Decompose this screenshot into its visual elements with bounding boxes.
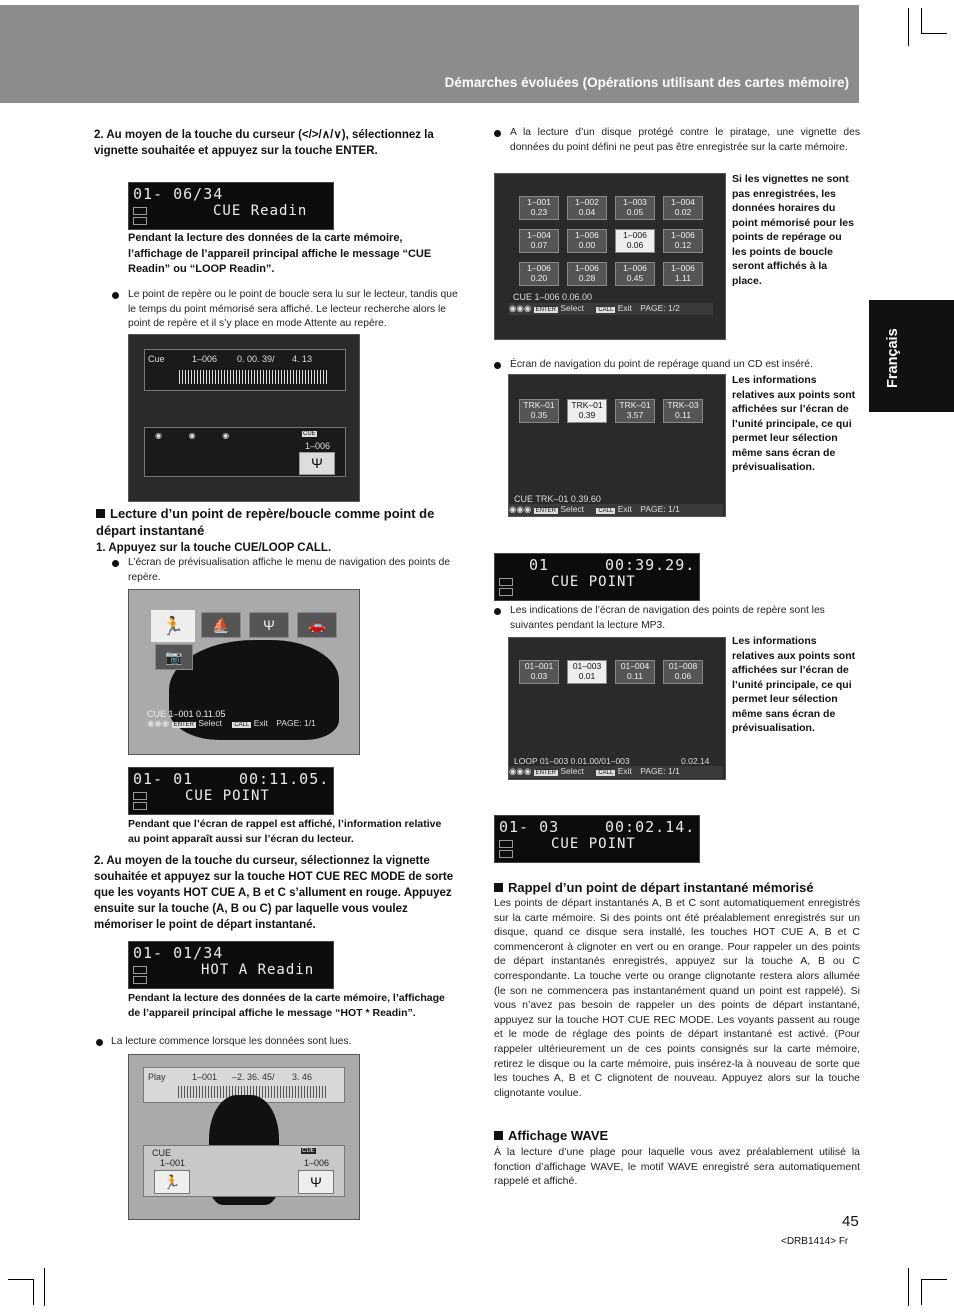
nav-thumbnail[interactable] bbox=[519, 196, 559, 220]
thumbnail-id: 1–004 bbox=[527, 230, 551, 240]
enter-badge: ENTER bbox=[535, 508, 556, 514]
crop-mark bbox=[44, 1268, 45, 1306]
nav-thumbnail[interactable] bbox=[519, 229, 559, 253]
display-message: HOT A Readin bbox=[201, 962, 315, 978]
enter-badge: ENTER bbox=[535, 770, 556, 776]
hot-cue-panel bbox=[143, 1145, 345, 1197]
thumbnail-grid bbox=[509, 638, 725, 698]
section-square-icon bbox=[494, 883, 503, 892]
preview-screen-thumbnails bbox=[494, 173, 726, 340]
nav-thumbnail[interactable] bbox=[615, 399, 655, 423]
time-label: –2. 36. 45/ bbox=[232, 1072, 275, 1082]
nav-status-end: 0.02.14 bbox=[681, 756, 710, 766]
hot-cue-icons: ◉ ◉ ◉ bbox=[155, 431, 230, 440]
display-segments: 01- 06/34 bbox=[133, 185, 224, 203]
page-label: PAGE: 1/2 bbox=[640, 303, 680, 313]
remain-label: 4. 13 bbox=[292, 354, 313, 364]
thumb-camera-icon: 📷 bbox=[155, 644, 193, 670]
display-segments: 01- 01/34 bbox=[133, 944, 224, 962]
nav-button-bar: ◉◉◉ ENTER Select CALL Exit PAGE: 1/1 bbox=[509, 504, 723, 516]
caption-no-thumbnails: Si les vignettes ne sont pas enregistrées, les données horaires du point mémorisé pour les points de repérage ou les points de boucle seront affichés à la place. bbox=[732, 173, 854, 287]
call-badge: CALL bbox=[598, 307, 614, 313]
language-tab bbox=[869, 300, 954, 412]
thumbnail-grid bbox=[509, 375, 725, 435]
select-label: Select bbox=[560, 766, 584, 776]
step-2-hot-cue-rec: 2. Au moyen de la touche du curseur, sélectionnez la vignette souhaitée et appuyez sur la touche HOT CUE REC MODE de sorte que les voyants HOT CUE A, B et C s’allument en rouge. Appuyez ensuite sur la touche (A, B ou C) par laquelle vous voulez mémoriser le point de départ instantané. bbox=[94, 855, 454, 931]
thumbnail-id: 1–006 bbox=[671, 263, 695, 273]
header-title: Démarches évoluées (Opérations utilisant des cartes mémoire) bbox=[444, 75, 849, 90]
nav-status: LOOP 01–003 0.01.00/01–003 bbox=[514, 756, 630, 766]
document-code: <DRB1414> Fr bbox=[781, 1236, 849, 1247]
call-badge: CALL bbox=[598, 508, 614, 514]
preview-screen-cd bbox=[508, 374, 726, 517]
nav-thumbnail[interactable] bbox=[663, 660, 703, 684]
nav-thumbnail[interactable] bbox=[519, 399, 559, 423]
thumbnail-id: 1–006 bbox=[527, 263, 551, 273]
display-segments: 01- 01 bbox=[133, 770, 194, 788]
call-badge: CALL bbox=[234, 722, 250, 728]
section-cue-instant-start bbox=[96, 505, 466, 539]
section-square-icon bbox=[96, 509, 105, 518]
section-wave-display bbox=[494, 1127, 864, 1144]
nav-thumbnail[interactable] bbox=[567, 399, 607, 423]
thumbnail-id: 1–001 bbox=[527, 197, 551, 207]
section-square-icon bbox=[494, 1131, 503, 1140]
bullet-playback-start: La lecture commence lorsque les données sont lues. bbox=[111, 1036, 352, 1047]
enter-badge: ENTER bbox=[173, 722, 194, 728]
nav-button-bar: ◉◉◉ ENTER Select CALL Exit PAGE: 1/2 bbox=[509, 303, 713, 315]
step-2-select-thumbnail: 2. Au moyen de la touche du curseur (</>/∧/∨), sélectionnez la vignette souhaitée et appuyez sur la touche ENTER. bbox=[94, 129, 434, 157]
hot-cue-panel bbox=[144, 427, 346, 477]
thumbnail-id: TRK–01 bbox=[619, 400, 651, 410]
language-tab-label: Français bbox=[885, 328, 901, 388]
nav-status: CUE 1–006 0.06.00 bbox=[513, 292, 593, 302]
bullet-preview-menu: L’écran de prévisualisation affiche le menu de navigation des points de repère. bbox=[128, 557, 451, 583]
thumbnail-id: 1–006 bbox=[575, 230, 599, 240]
preview-screen-mp3 bbox=[508, 637, 726, 780]
thumbnail-time: 0.07 bbox=[530, 240, 548, 250]
nav-button-bar: ◉◉◉ ENTER Select CALL Exit PAGE: 1/1 bbox=[147, 718, 316, 728]
note-readin: Pendant la lecture des données de la carte mémoire, l’affichage de l’appareil principal affiche le message “CUE Readin” ou “LOOP Readin”. bbox=[128, 232, 432, 275]
display-mode-icons bbox=[133, 966, 155, 984]
nav-thumbnail[interactable] bbox=[615, 196, 655, 220]
page-label: PAGE: 1/1 bbox=[276, 718, 316, 728]
step-1-cue-loop-call: 1. Appuyez sur la touche CUE/LOOP CALL. bbox=[96, 542, 332, 554]
bullet-mp3-nav: Les indications de l’écran de navigation des points de repère sont les suivantes pendant la lecture MP3. bbox=[510, 605, 825, 631]
thumbnail-time: 0.20 bbox=[530, 273, 548, 283]
player-display-hot-a bbox=[128, 941, 334, 989]
thumbnail-grid bbox=[495, 174, 725, 294]
display-time: 00:11.05. bbox=[239, 770, 330, 788]
bullet-icon bbox=[112, 560, 119, 567]
waveform-panel bbox=[144, 349, 346, 391]
section-hot-cue-recall bbox=[494, 879, 864, 896]
crop-mark bbox=[908, 8, 909, 46]
thumbnail-time: 0.01 bbox=[578, 671, 596, 681]
cue-badge: CUE bbox=[303, 431, 316, 437]
thumbnail-id: 1–006 bbox=[575, 263, 599, 273]
thumbnail-time: 0.06 bbox=[674, 671, 692, 681]
thumbnail-id: 1–004 bbox=[671, 197, 695, 207]
thumbnail-id: TRK–03 bbox=[667, 400, 699, 410]
bullet-cue-point-read: Le point de repère ou le point de boucle sera lu sur le lecteur, tandis que le temps du point mémorisé sera affiché. Le lecteur recherche alors le point de repère et il s’y place en mode Attente au repère. bbox=[128, 289, 458, 329]
select-label: Select bbox=[560, 303, 584, 313]
thumbnail-time: 0.39 bbox=[578, 410, 596, 420]
bullet-cd-nav: Écran de navigation du point de repérage quand un CD est inséré. bbox=[510, 359, 813, 370]
crop-mark bbox=[921, 8, 922, 34]
thumb-runner-icon: 🏃 bbox=[151, 610, 195, 642]
crop-mark bbox=[33, 1279, 34, 1305]
nav-status: CUE 1–001 0.11.05 bbox=[147, 709, 226, 719]
exit-label: Exit bbox=[253, 718, 268, 728]
thumbnail-time: 3.57 bbox=[626, 410, 644, 420]
nav-thumbnail[interactable] bbox=[567, 660, 607, 684]
thumb-skater-icon: Ψ bbox=[249, 612, 289, 638]
note-hot-readin: Pendant la lecture des données de la carte mémoire, l’affichage de l’appareil principal affiche le message “HOT * Readin”. bbox=[128, 992, 445, 1019]
header-band bbox=[0, 5, 859, 103]
nav-thumbnail[interactable] bbox=[615, 229, 655, 253]
note-recall-screen: Pendant que l’écran de rappel est affiché, l’information relative au point apparaît aussi sur l’écran du lecteur. bbox=[128, 818, 442, 845]
crop-mark bbox=[908, 1268, 909, 1306]
thumbnail-time: 0.28 bbox=[578, 273, 596, 283]
thumbnail-id: TRK–01 bbox=[571, 400, 603, 410]
thumbnail-time: 0.04 bbox=[578, 207, 596, 217]
bullet-protected-disc: A la lecture d’un disque protégé contre le piratage, une vignette des données du point défini ne peut pas être enregistrée sur la carte mémoire. bbox=[510, 127, 860, 153]
cue-left-track: 1–001 bbox=[160, 1158, 186, 1168]
caption-main-unit-info: Les informations relatives aux points sont affichées sur l’écran de l’unité principale, ce qui permet leur sélection même sans écran de prévisualisation. bbox=[732, 374, 856, 473]
display-message: CUE POINT bbox=[551, 574, 636, 590]
nav-thumbnail[interactable] bbox=[519, 262, 559, 286]
nav-status: CUE TRK–01 0.39.60 bbox=[514, 494, 601, 504]
nav-thumbnail[interactable] bbox=[663, 399, 703, 423]
thumbnail-time: 0.02 bbox=[674, 207, 692, 217]
nav-button-bar: ◉◉◉ ENTER Select CALL Exit PAGE: 1/1 bbox=[509, 766, 723, 778]
track-label: 1–001 bbox=[192, 1072, 218, 1082]
bullet-icon bbox=[494, 362, 501, 369]
thumbnail-time: 0.23 bbox=[530, 207, 548, 217]
crop-mark bbox=[921, 1279, 922, 1305]
player-display-cue-point bbox=[128, 767, 334, 815]
nav-thumbnail[interactable] bbox=[567, 229, 607, 253]
thumbnail-time: 0.06 bbox=[626, 240, 644, 250]
nav-thumbnail[interactable] bbox=[567, 196, 607, 220]
display-mode-icons bbox=[499, 840, 521, 858]
section-title: Affichage WAVE bbox=[508, 1128, 609, 1143]
exit-label: Exit bbox=[617, 303, 632, 313]
cue-track: 1–006 bbox=[305, 441, 331, 451]
display-time: 00:02.14. bbox=[605, 818, 696, 836]
thumbnail-time: 0.11 bbox=[627, 671, 643, 681]
thumbnail-id: 01–004 bbox=[620, 661, 650, 671]
display-message: CUE POINT bbox=[551, 836, 636, 852]
waveform bbox=[179, 370, 329, 384]
thumb-car-icon: 🚗 bbox=[297, 612, 337, 638]
display-segments: 01- 03 bbox=[499, 818, 560, 836]
thumbnail-id: 1–002 bbox=[575, 197, 599, 207]
thumbnail-time: 0.00 bbox=[578, 240, 596, 250]
skater-thumbnail-icon: Ψ bbox=[298, 1170, 334, 1194]
display-segments: 01 bbox=[529, 556, 550, 574]
page-number: 45 bbox=[842, 1213, 859, 1230]
call-badge: CALL bbox=[598, 770, 614, 776]
thumbnail-time: 0.11 bbox=[675, 410, 691, 420]
bullet-icon bbox=[96, 1039, 103, 1046]
crop-mark bbox=[8, 1279, 34, 1280]
thumbnail-id: TRK–01 bbox=[523, 400, 555, 410]
enter-badge: ENTER bbox=[535, 307, 556, 313]
select-label: Select bbox=[198, 718, 222, 728]
preview-screen-nav bbox=[128, 589, 360, 755]
nav-thumbnail[interactable] bbox=[519, 660, 559, 684]
nav-thumbnail[interactable] bbox=[567, 262, 607, 286]
nav-thumbnail[interactable] bbox=[663, 196, 703, 220]
time-label: 0. 00. 39/ bbox=[237, 354, 275, 364]
thumbnail-id: 1–006 bbox=[623, 263, 647, 273]
preview-screen-play bbox=[128, 1054, 360, 1220]
track-label: 1–006 bbox=[192, 354, 218, 364]
thumbnail-time: 0.35 bbox=[530, 410, 548, 420]
display-time: 00:39.29. bbox=[605, 556, 696, 574]
exit-label: Exit bbox=[617, 766, 632, 776]
display-mode-icons bbox=[133, 792, 155, 810]
cue-right-track: 1–006 bbox=[304, 1158, 330, 1168]
crop-mark bbox=[921, 1279, 947, 1280]
display-message: CUE Readin bbox=[213, 203, 308, 219]
remain-label: 3. 46 bbox=[292, 1072, 313, 1082]
section-title: Rappel d’un point de départ instantané mémorisé bbox=[508, 880, 814, 895]
nav-thumbnail[interactable] bbox=[615, 660, 655, 684]
display-mode-icons bbox=[133, 207, 155, 225]
crop-mark bbox=[921, 33, 947, 34]
cue-thumbnail-icon: Ψ bbox=[299, 452, 335, 475]
section-title: Lecture d’un point de repère/boucle comme point de départ instantané bbox=[96, 506, 435, 538]
mode-label: Play bbox=[148, 1072, 166, 1082]
nav-thumbnail[interactable] bbox=[663, 229, 703, 253]
player-display-cd bbox=[494, 553, 700, 601]
display-mode-icons bbox=[499, 578, 521, 596]
preview-screen-cue bbox=[128, 334, 360, 502]
player-display bbox=[128, 182, 334, 230]
paragraph-hot-cue-recall: Les points de départ instantanés A, B et C sont automatiquement enregistrés sur la carte mémoire. Si des points ont été préalablement enregistrés sur un disque, quand ce disque sera installé, les touches HOT CUE A, B et C commenceront à clignoter en vert ou en orange. Pour rappeler un des points de départ instantanés enregistrés, appuyez sur la touche A, B ou C correspondante. La touche verte ou orange clignotante restera alors allumée (le son ne commencera pas instantanément quand un point est rappelé). Si vous n’avez pas besoin de rappeler un des points de départ instantané, appuyez sur la touche HOT CUE REC MODE. Les voyants passent au rouge et le mode de réglage des points de départ instantané est activé. (Pour rappeler ultérieurement un de ces points consignés sur la carte mémoire, retirez le disque ou la carte mémoire, puis insérez-la à nouveau de sorte que les touches A, B et C clignotent de nouveau. Appuyez alors sur la touche clignotante voulue. bbox=[494, 897, 860, 1099]
thumbnail-time: 0.45 bbox=[626, 273, 644, 283]
bullet-icon bbox=[494, 608, 501, 615]
thumbnail-id: 1–003 bbox=[623, 197, 647, 207]
display-message: CUE POINT bbox=[185, 788, 270, 804]
select-label: Select bbox=[560, 504, 584, 514]
nav-thumbnail[interactable] bbox=[615, 262, 655, 286]
caption-main-unit-info-mp3: Les informations relatives aux points sont affichées sur l’écran de l’unité principale, ce qui permet leur sélection même sans écran de prévisualisation. bbox=[732, 635, 856, 734]
thumbnail-time: 1.11 bbox=[675, 273, 691, 283]
page-label: PAGE: 1/1 bbox=[640, 766, 680, 776]
player-display-mp3 bbox=[494, 815, 700, 863]
exit-label: Exit bbox=[617, 504, 632, 514]
cue-badge: CUE bbox=[302, 1148, 315, 1154]
thumb-windsurf-icon: ⛵ bbox=[201, 612, 241, 638]
cue-left-label: CUE bbox=[152, 1148, 172, 1158]
mode-label: Cue bbox=[148, 354, 165, 364]
thumbnail-id: 01–003 bbox=[572, 661, 602, 671]
runner-thumbnail-icon: 🏃 bbox=[154, 1170, 190, 1194]
bullet-icon bbox=[112, 292, 119, 299]
paragraph-wave-display: À la lecture d’une plage pour laquelle vous avez préalablement utilisé la fonction d’affichage WAVE, le motif WAVE enregistré sera automatiquement rappelé et affiché. bbox=[494, 1146, 860, 1188]
thumbnail-time: 0.12 bbox=[674, 240, 692, 250]
nav-thumbnail[interactable] bbox=[663, 262, 703, 286]
page-label: PAGE: 1/1 bbox=[640, 504, 680, 514]
thumbnail-id: 01–001 bbox=[524, 661, 554, 671]
thumbnail-id: 1–006 bbox=[623, 230, 647, 240]
thumbnail-id: 01–008 bbox=[668, 661, 698, 671]
thumbnail-time: 0.05 bbox=[626, 207, 644, 217]
thumbnail-time: 0.03 bbox=[530, 671, 548, 681]
thumbnail-id: 1–006 bbox=[671, 230, 695, 240]
bullet-icon bbox=[494, 130, 501, 137]
